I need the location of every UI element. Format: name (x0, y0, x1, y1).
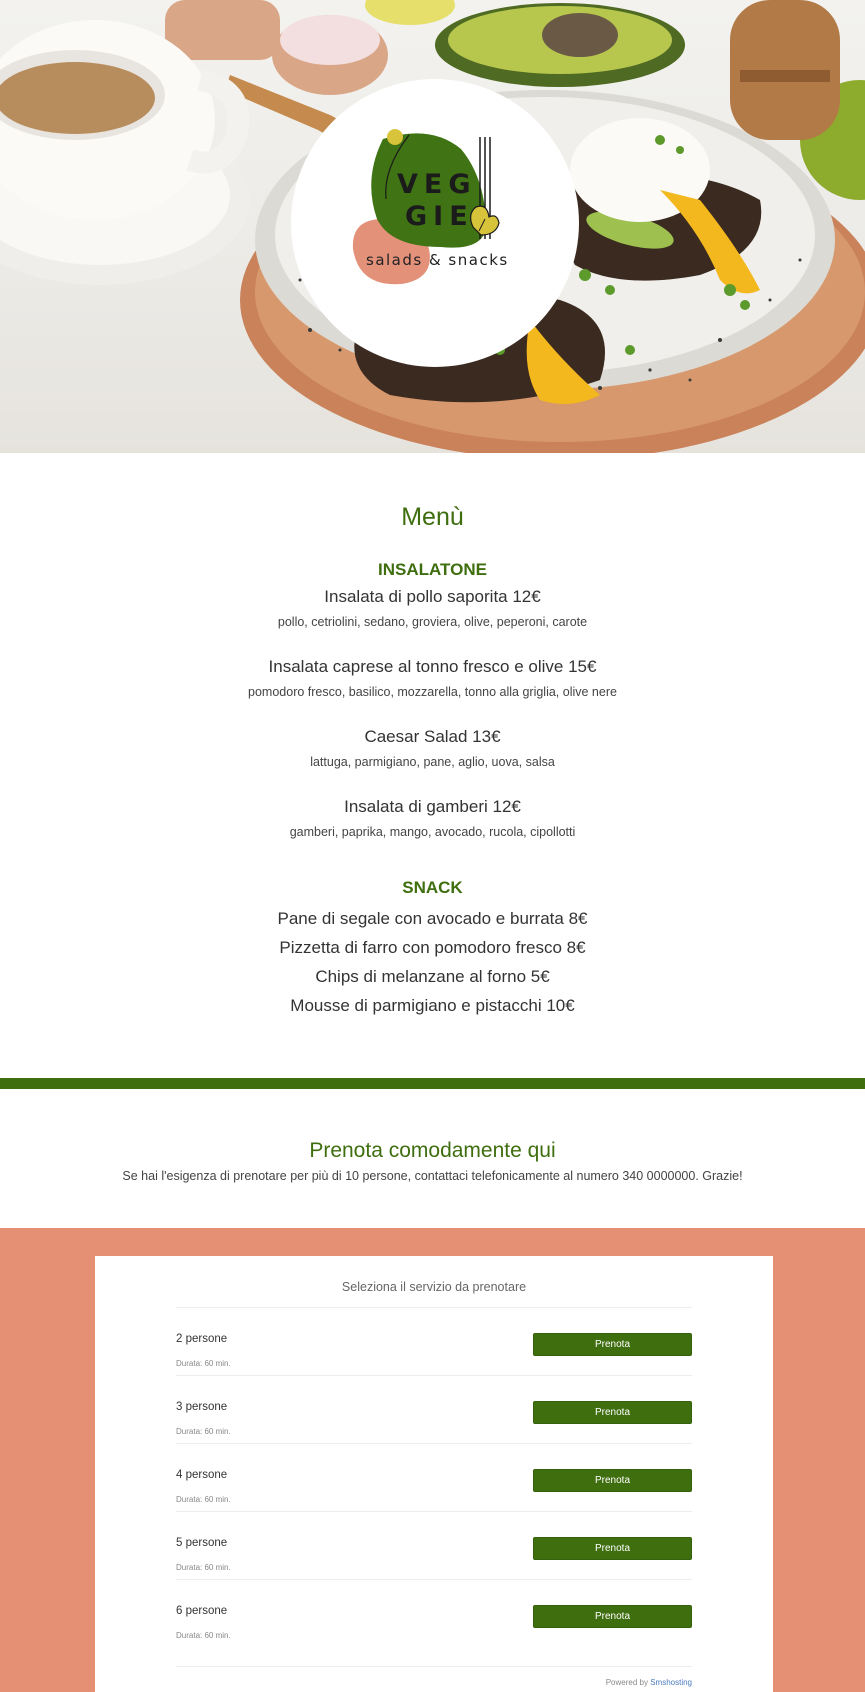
powered-by-link[interactable]: Smshosting (650, 1678, 692, 1687)
dish-name: Caesar Salad 13€ (364, 727, 501, 746)
book-button[interactable]: Prenota (533, 1537, 692, 1560)
booking-widget (95, 1256, 773, 1692)
book-button[interactable]: Prenota (533, 1605, 692, 1628)
service-duration: Durata: 60 min. (176, 1631, 231, 1640)
booking-widget-area (0, 1228, 865, 1692)
powered-by (606, 1678, 692, 1687)
dish-name: Insalata di pollo saporita 12€ (324, 587, 541, 606)
salads-block (0, 560, 865, 840)
service-name: 2 persone (176, 1333, 228, 1345)
service-name: 3 persone (176, 1401, 228, 1413)
dish-name: Insalata caprese al tonno fresco e olive 15€ (268, 657, 597, 676)
dish-name: Insalata di gamberi 12€ (344, 797, 521, 816)
menu-item (0, 726, 865, 770)
service-duration: Durata: 60 min. (176, 1359, 231, 1368)
widget-content (176, 1256, 692, 1687)
dish-ingredients: pollo, cetriolini, sedano, groviera, olive, peperoni, carote (277, 615, 588, 629)
hero-banner (0, 0, 865, 453)
widget-header: Seleziona il servizio da prenotare (176, 1256, 692, 1308)
snack-item: Pizzetta di farro con pomodoro fresco 8€ (279, 938, 586, 957)
menu-item (0, 656, 865, 700)
menu-item (0, 586, 865, 630)
booking-title: Prenota comodamente qui (309, 1139, 556, 1162)
service-row (176, 1308, 692, 1376)
service-duration: Durata: 60 min. (176, 1563, 231, 1572)
booking-note: Se hai l'esigenza di prenotare per più di 10 persone, contattaci telefonicamente al numero 340 0000000. Grazie! (122, 1169, 743, 1183)
service-row (176, 1580, 692, 1648)
service-duration: Durata: 60 min. (176, 1495, 231, 1504)
service-row (176, 1376, 692, 1444)
snack-item: Mousse di parmigiano e pistacchi 10€ (290, 996, 575, 1015)
snack-item: Pane di segale con avocado e burrata 8€ (277, 909, 588, 928)
salads-heading: INSALATONE (378, 560, 487, 579)
service-row (176, 1444, 692, 1512)
service-row (176, 1512, 692, 1580)
service-name: 6 persone (176, 1605, 228, 1617)
menu-item (0, 796, 865, 840)
book-button[interactable]: Prenota (533, 1469, 692, 1492)
snack-item: Chips di melanzane al forno 5€ (315, 967, 550, 986)
service-name: 5 persone (176, 1537, 228, 1549)
menu-title: Menù (401, 503, 464, 531)
dish-ingredients: pomodoro fresco, basilico, mozzarella, tonno alla griglia, olive nere (248, 685, 617, 699)
footer-divider (176, 1666, 692, 1667)
book-button[interactable]: Prenota (533, 1401, 692, 1424)
booking-intro (0, 1089, 865, 1228)
logo-wordmark-line1: VEG (397, 169, 477, 200)
powered-by-label: Powered by (605, 1678, 648, 1687)
service-name: 4 persone (176, 1469, 228, 1481)
logo-tagline: salads & snacks (366, 251, 509, 269)
section-divider (0, 1078, 865, 1089)
snacks-block (0, 878, 865, 1020)
brand-logo (291, 79, 579, 367)
snacks-heading: SNACK (402, 878, 463, 897)
menu-section (0, 453, 865, 1078)
service-duration: Durata: 60 min. (176, 1427, 231, 1436)
book-button[interactable]: Prenota (533, 1333, 692, 1356)
dish-ingredients: gamberi, paprika, mango, avocado, rucola, cipollotti (289, 825, 576, 839)
dish-ingredients: lattuga, parmigiano, pane, aglio, uova, salsa (310, 755, 555, 769)
logo-wordmark-line2: GIE (405, 201, 474, 232)
